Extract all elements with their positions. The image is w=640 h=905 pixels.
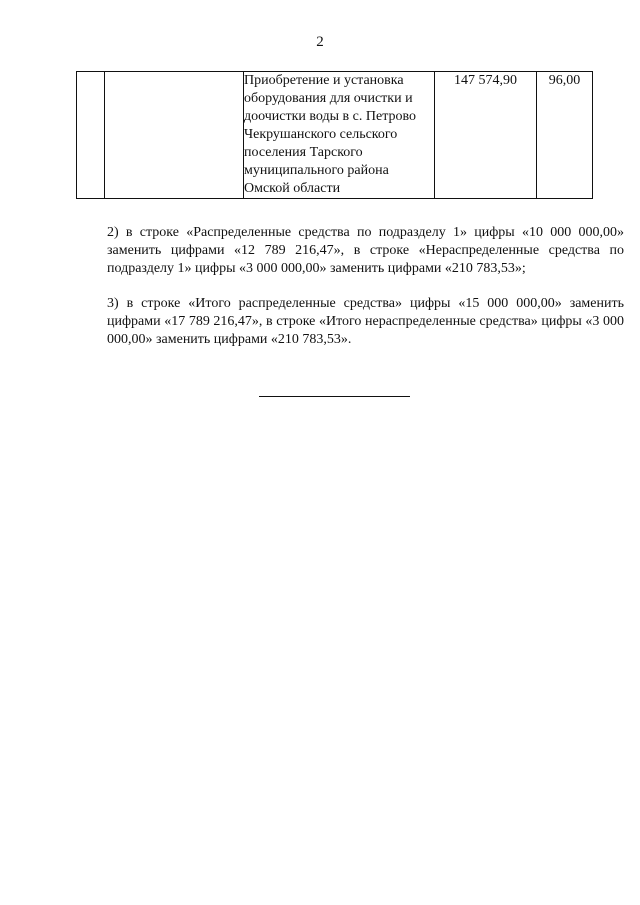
table-cell-number <box>77 72 105 199</box>
page-number: 2 <box>316 34 324 50</box>
table-cell-name <box>105 72 244 199</box>
table-cell-amount: 147 574,90 <box>435 72 537 199</box>
budget-table <box>76 71 593 199</box>
table-row <box>77 72 593 199</box>
paragraph-item-2: 2) в строке «Распределенные средства по подразделу 1» цифры «10 000 000,00» заменить цифрами «12 789 216,47», в строке «Нераспределенные средства по подразделу 1» цифры «3 000 000,00» заменить цифрами «210 783,53»; <box>107 225 624 276</box>
table-cell-description: Приобретение и установка оборудования для очистки и доочистки воды в с. Петрово Чекрушанского сельского поселения Тарского муниципального района Омской области <box>244 72 435 199</box>
paragraph-item-3: 3) в строке «Итого распределенные средства» цифры «15 000 000,00» заменить цифрами «17 789 216,47», в строке «Итого нераспределенные средства» цифры «3 000 000,00» заменить цифрами «210 783,53». <box>107 296 624 347</box>
table-cell-percent: 96,00 <box>537 72 593 199</box>
end-divider-line <box>259 396 410 397</box>
